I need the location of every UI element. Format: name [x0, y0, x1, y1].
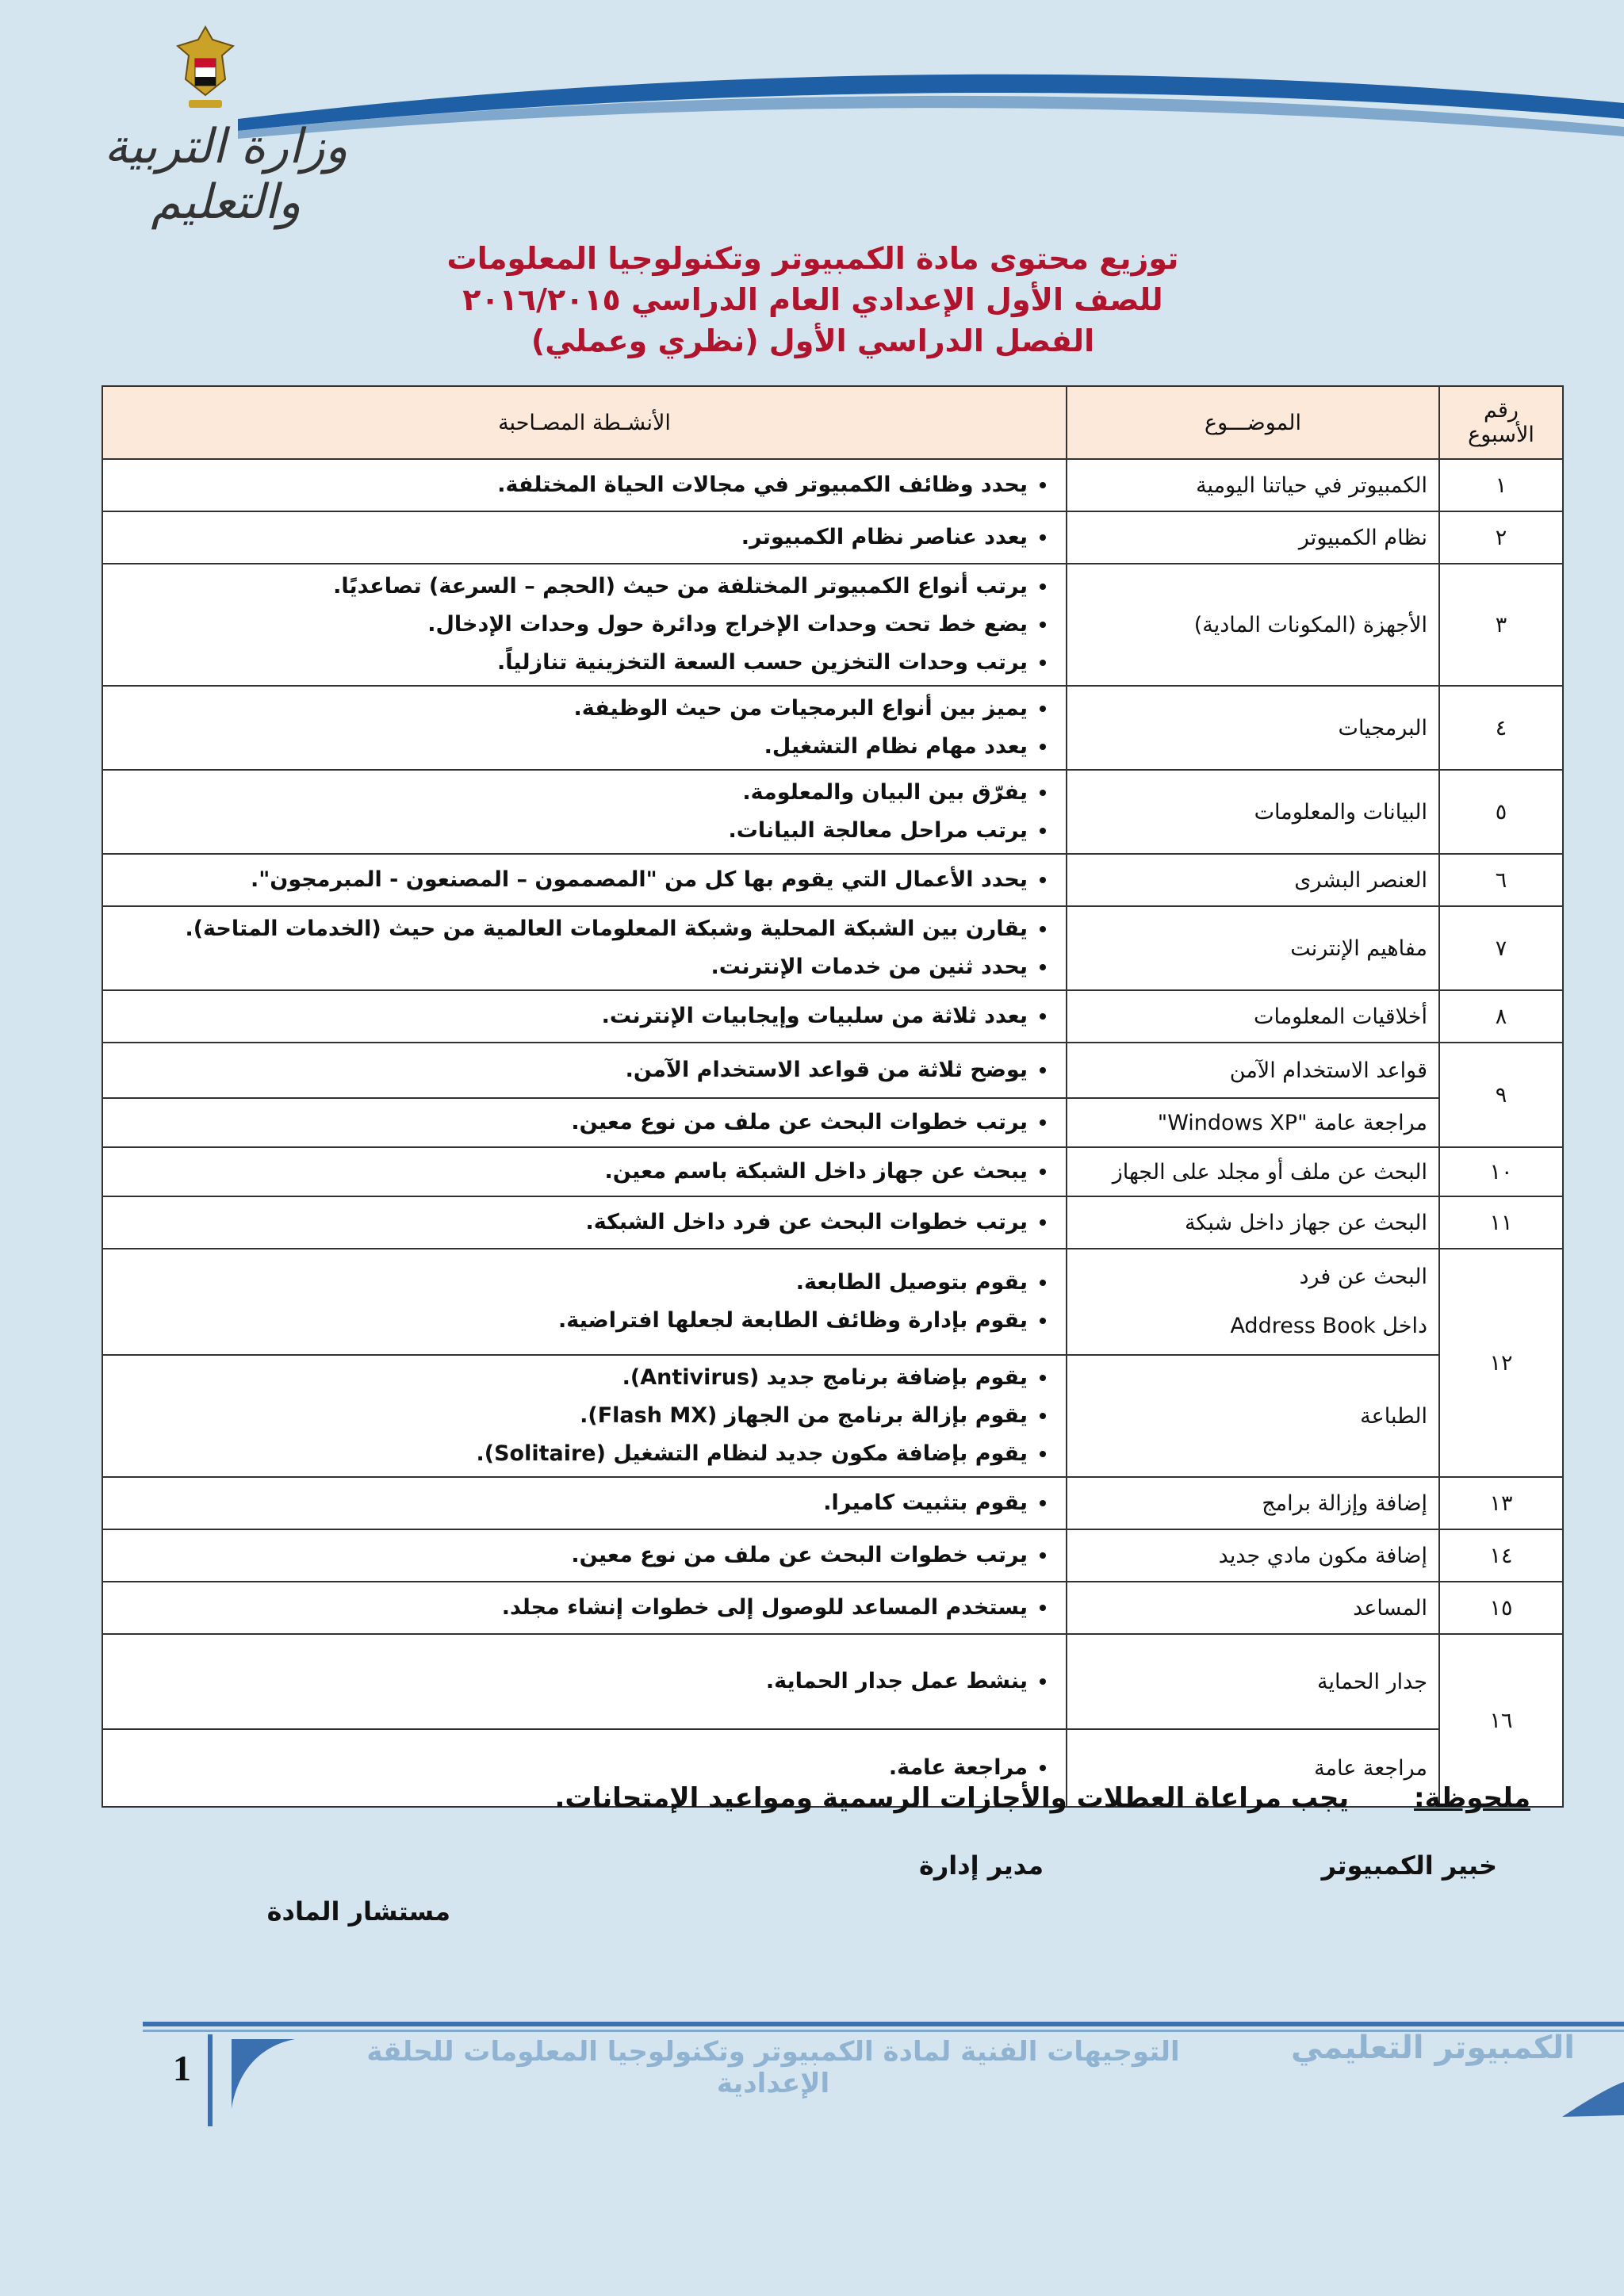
activity-item: • يعدد ثلاثة من سلبيات وإيجابيات الإنترنت. [114, 997, 1028, 1035]
note [554, 1782, 1530, 1814]
row-topic: جدار الحماية [1067, 1634, 1439, 1729]
title-line-3: الفصل الدراسي الأول (نظري وعملي) [530, 323, 1095, 358]
eagle-emblem-icon [173, 24, 238, 119]
activity-item: • يحدد وظائف الكمبيوتر في مجالات الحياة المختلفة. [114, 466, 1028, 504]
signature-advisor: مستشار المادة [266, 1896, 450, 1927]
week-number: ٨ [1439, 990, 1563, 1043]
week-number: ٣ [1439, 564, 1563, 686]
footer-subtitle: التوجيهات الفنية لمادة الكمبيوتر وتكنولوجيا المعلومات للحلقة الإعدادية [366, 2036, 1180, 2099]
row-topic: الأجهزة (المكونات المادية) [1067, 564, 1439, 686]
header-week: رقم الأسبوع [1439, 386, 1563, 459]
activity-item: • يقوم بإضافة مكون جديد لنظام التشغيل (Solitaire). [114, 1435, 1028, 1473]
row-topic: الطباعة [1067, 1355, 1439, 1477]
week-number: ١٥ [1439, 1582, 1563, 1634]
table-row [102, 1249, 1563, 1355]
table-row [102, 1196, 1563, 1249]
schedule-table [102, 385, 1564, 1808]
row-topic: إضافة مكون مادي جديد [1067, 1529, 1439, 1582]
row-topic: البحث عن فرد [1299, 1265, 1427, 1289]
activity-item: • يميز بين أنواع البرمجيات من حيث الوظيفة. [114, 690, 1028, 728]
activity-item: • يضع خط تحت وحدات الإخراج ودائرة حول وحدات الإدخال. [114, 606, 1028, 644]
header-topic: الموضـــوع [1067, 386, 1439, 459]
week-number: ١٣ [1439, 1477, 1563, 1529]
document-title [317, 238, 1308, 362]
table-row [102, 1582, 1563, 1634]
activity-item: • يحدد الأعمال التي يقوم بها كل من "المصممون – المصنعون - المبرمجون". [114, 861, 1028, 899]
activity-item: • يستخدم المساعد للوصول إلى خطوات إنشاء مجلد. [114, 1589, 1028, 1627]
signature-expert: خبير الكمبيوتر [1321, 1850, 1497, 1881]
activity-item: • يعدد مهام نظام التشغيل. [114, 728, 1028, 766]
activity-item: • ينشط عمل جدار الحماية. [114, 1663, 1028, 1701]
week-number: ٥ [1439, 770, 1563, 854]
row-topic: داخل Address Book [1230, 1314, 1427, 1338]
header-activities: الأنشـطة المصـاحبة [102, 386, 1067, 459]
row-topic: مراجعة عامة [1067, 1729, 1439, 1807]
table-row [102, 1529, 1563, 1582]
row-topic: مفاهيم الإنترنت [1067, 906, 1439, 990]
activity-item: • يقوم بإزالة برنامج من الجهاز (Flash MX). [114, 1397, 1028, 1435]
ministry-name: وزارة التربية والتعليم [104, 119, 348, 230]
week-number: ٩ [1439, 1043, 1563, 1147]
activity-item: • يفرّق بين البيان والمعلومة. [114, 774, 1028, 812]
table-row [102, 990, 1563, 1043]
activity-item: • يقوم بإدارة وظائف الطابعة لجعلها افتراضية. [114, 1302, 1028, 1340]
table-row [102, 1147, 1563, 1196]
row-topic: المساعد [1067, 1582, 1439, 1634]
table-row [102, 511, 1563, 564]
week-number: ١١ [1439, 1196, 1563, 1249]
row-topic: إضافة وإزالة برامج [1067, 1477, 1439, 1529]
activity-item: • يوضح ثلاثة من قواعد الاستخدام الآمن. [114, 1051, 1028, 1089]
activity-item: • يعدد عناصر نظام الكمبيوتر. [114, 519, 1028, 557]
note-label: ملحوظة: [1414, 1782, 1530, 1814]
table-row [102, 1043, 1563, 1098]
activity-item: • يقوم بتثبيت كاميرا. [114, 1484, 1028, 1522]
signature-director: مدير إدارة [918, 1850, 1044, 1881]
row-topic: أخلاقيات المعلومات [1067, 990, 1439, 1043]
row-topic: البرمجيات [1067, 686, 1439, 770]
row-topic: العنصر البشرى [1067, 854, 1439, 906]
week-number: ٢ [1439, 511, 1563, 564]
table-row [102, 459, 1563, 511]
week-number: ١ [1439, 459, 1563, 511]
activity-item: • يبحث عن جهاز داخل الشبكة باسم معين. [114, 1153, 1028, 1191]
activity-item: • مراجعة عامة. [114, 1749, 1028, 1787]
table-row [102, 1477, 1563, 1529]
table-row [102, 686, 1563, 770]
activity-item: • يقوم بإضافة برنامج جديد (Antivirus). [114, 1359, 1028, 1397]
activity-item: • يرتب وحدات التخزين حسب السعة التخزينية تنازلياً. [114, 644, 1028, 682]
title-line-1: توزيع محتوى مادة الكمبيوتر وتكنولوجيا المعلومات [446, 241, 1179, 276]
week-number: ١٦ [1439, 1634, 1563, 1807]
row-topic: قواعد الاستخدام الآمن [1067, 1043, 1439, 1098]
row-topic: نظام الكمبيوتر [1067, 511, 1439, 564]
page-number: 1 [173, 2048, 191, 2088]
activity-item: • يرتب مراحل معالجة البيانات. [114, 812, 1028, 850]
week-number: ١٠ [1439, 1147, 1563, 1196]
row-topic: مراجعة عامة "Windows XP" [1067, 1098, 1439, 1147]
table-row [102, 770, 1563, 854]
activity-item: • يرتب أنواع الكمبيوتر المختلفة من حيث (الحجم – السرعة) تصاعديًا. [114, 568, 1028, 606]
activity-item: • يقوم بتوصيل الطابعة. [114, 1264, 1028, 1302]
row-topic: الكمبيوتر في حياتنا اليومية [1067, 459, 1439, 511]
table-row [102, 1355, 1563, 1477]
week-number: ٧ [1439, 906, 1563, 990]
footer-brand: الكمبيوتر التعليمي [1291, 2030, 1575, 2066]
activity-item: • يحدد ثنين من خدمات الإنترنت. [114, 948, 1028, 986]
table-row [102, 1634, 1563, 1729]
week-number: ١٢ [1439, 1249, 1563, 1477]
activity-item: • يرتب خطوات البحث عن فرد داخل الشبكة. [114, 1203, 1028, 1242]
title-line-2: للصف الأول الإعدادي العام الدراسي ٢٠١٦/٢٠١٥ [462, 282, 1163, 317]
table-row [102, 906, 1563, 990]
table-header-row [102, 386, 1563, 459]
row-topic: البيانات والمعلومات [1067, 770, 1439, 854]
table-row [102, 1098, 1563, 1147]
week-number: ٦ [1439, 854, 1563, 906]
week-number: ١٤ [1439, 1529, 1563, 1582]
activity-item: • يرتب خطوات البحث عن ملف من نوع معين. [114, 1104, 1028, 1142]
activity-item: • يقارن بين الشبكة المحلية وشبكة المعلومات العالمية من حيث (الخدمات المتاحة). [114, 910, 1028, 948]
note-text: يجب مراعاة العطلات والأجازات الرسمية ومواعيد الإمتحانات. [554, 1782, 1350, 1814]
table-row [102, 854, 1563, 906]
row-topic: البحث عن جهاز داخل شبكة [1067, 1196, 1439, 1249]
activity-item: • يرتب خطوات البحث عن ملف من نوع معين. [114, 1536, 1028, 1575]
week-number: ٤ [1439, 686, 1563, 770]
table-row [102, 564, 1563, 686]
row-topic: البحث عن ملف أو مجلد على الجهاز [1067, 1147, 1439, 1196]
